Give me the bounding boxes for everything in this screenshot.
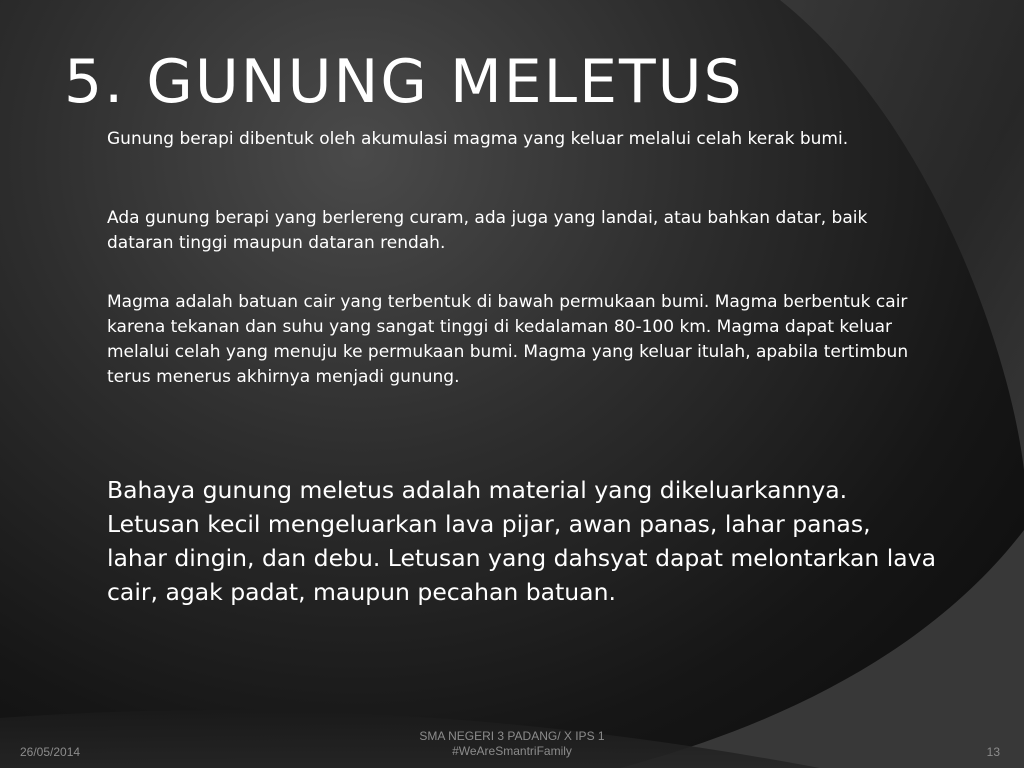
footer-school-name: SMA NEGERI 3 PADANG/ X IPS 1	[419, 729, 605, 743]
slide-title: 5. GUNUNG MELETUS	[64, 47, 744, 117]
paragraph-volcano-slopes: Ada gunung berapi yang berlereng curam, ada juga yang landai, atau bahkan datar, baik dataran tinggi maupun dataran rendah.	[107, 208, 868, 253]
footer-hashtag: #WeAreSmantriFamily	[452, 744, 572, 758]
footer-school-info	[362, 729, 662, 759]
footer-page-number: 13	[986, 745, 1000, 759]
paragraph-magma-definition: Magma adalah batuan cair yang terbentuk di bawah permukaan bumi. Magma berbentuk cair karena tekanan dan suhu yang sangat tinggi di kedalaman 80-100 km. Magma dapat keluar melalui celah yang menuju ke permukaan bumi. Magma yang keluar itulah, apabila tertimbun terus menerus akhirnya menjadi gunung.	[107, 292, 909, 387]
paragraph-eruption-hazards: Bahaya gunung meletus adalah material yang dikeluarkannya. Letusan kecil mengeluarkan lava pijar, awan panas, lahar panas, lahar dingin, dan debu. Letusan yang dahsyat dapat melontarkan lava cair, agak padat, maupun pecahan batuan.	[107, 476, 937, 606]
footer-date: 26/05/2014	[20, 745, 81, 759]
paragraph-magma-formation: Gunung berapi dibentuk oleh akumulasi magma yang keluar melalui celah kerak bumi.	[107, 129, 849, 149]
